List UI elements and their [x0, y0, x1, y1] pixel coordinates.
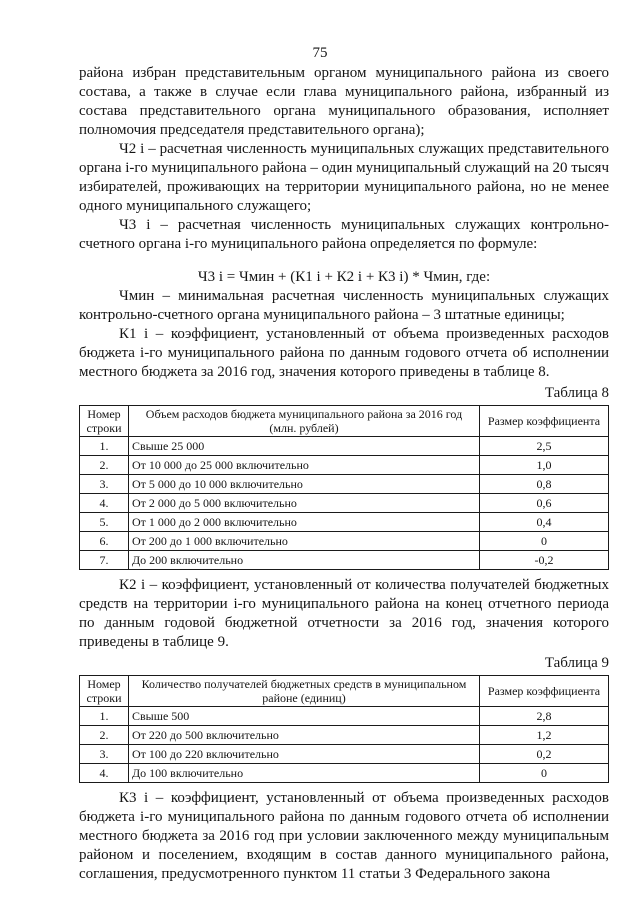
table-header-cell: Номер строки [80, 676, 129, 707]
row-range: От 100 до 220 включительно [129, 745, 480, 764]
row-number: 3. [80, 475, 129, 494]
row-coefficient: 0,8 [480, 475, 609, 494]
row-number: 7. [80, 551, 129, 570]
row-coefficient: 0,2 [480, 745, 609, 764]
paragraph-ch3: Ч3 i – расчетная численность муниципальных служащих контрольно-счетного органа i-го муниципального района определяется по формуле: [79, 217, 609, 252]
row-range: От 1 000 до 2 000 включительно [129, 513, 480, 532]
row-coefficient: 0 [480, 532, 609, 551]
table9 [79, 675, 609, 783]
row-coefficient: 0 [480, 764, 609, 783]
row-coefficient: 0,4 [480, 513, 609, 532]
table-header-cell: Объем расходов бюджета муниципального района за 2016 год (млн. рублей) [129, 406, 480, 437]
row-number: 4. [80, 494, 129, 513]
row-number: 2. [80, 456, 129, 475]
row-number: 1. [80, 437, 129, 456]
table-row [80, 707, 609, 726]
row-range: От 220 до 500 включительно [129, 726, 480, 745]
row-range: До 200 включительно [129, 551, 480, 570]
table-row [80, 494, 609, 513]
table-row [80, 437, 609, 456]
row-range: Свыше 25 000 [129, 437, 480, 456]
table-header-cell: Размер коэффициента [480, 676, 609, 707]
row-coefficient: 2,8 [480, 707, 609, 726]
row-range: От 5 000 до 10 000 включительно [129, 475, 480, 494]
paragraph-k1: К1 i – коэффициент, установленный от объема произведенных расходов бюджета i-го муниципального района по данным годового отчета об исполнении местного бюджета за 2016 год, значения которого приведены в таблице 8. [79, 326, 609, 380]
table-row [80, 745, 609, 764]
table-row [80, 456, 609, 475]
row-coefficient: -0,2 [480, 551, 609, 570]
body-text [79, 64, 609, 884]
row-range: Свыше 500 [129, 707, 480, 726]
row-number: 5. [80, 513, 129, 532]
row-number: 2. [80, 726, 129, 745]
table-header-cell: Номер строки [80, 406, 129, 437]
table-header-cell: Размер коэффициента [480, 406, 609, 437]
row-range: От 2 000 до 5 000 включительно [129, 494, 480, 513]
table-row [80, 532, 609, 551]
paragraph-chmin: Чмин – минимальная расчетная численность муниципальных служащих контрольно-счетного органа муниципального района – 3 штатные единицы; [79, 288, 609, 323]
row-coefficient: 0,6 [480, 494, 609, 513]
paragraph-k2: К2 i – коэффициент, установленный от количества получателей бюджетных средств на территории i-го муниципального района на конец отчетного периода по данным годовой бюджетной отчетности за 2016 год, значения которого приведены в таблице 9. [79, 577, 609, 650]
row-range: До 100 включительно [129, 764, 480, 783]
row-number: 6. [80, 532, 129, 551]
table-row [80, 551, 609, 570]
row-range: От 200 до 1 000 включительно [129, 532, 480, 551]
paragraph-ch2: Ч2 i – расчетная численность муниципальных служащих представительного органа i-го муниципального района – один муниципальный служащий на 20 тысяч избирателей, проживающих на территории муниципального района, но не менее одного муниципального служащего; [79, 141, 609, 214]
table-header-cell: Количество получателей бюджетных средств в муниципальном районе (единиц) [129, 676, 480, 707]
paragraph-continuation: района избран представительным органом муниципального района из своего состава, а также в случае если глава муниципального района, избранный из состава представительного органа муниципального образования, исполняет полномочия председателя представительного органа); [79, 65, 609, 138]
row-number: 4. [80, 764, 129, 783]
table-row [80, 726, 609, 745]
table-row [80, 475, 609, 494]
formula: Ч3 i = Чмин + (К1 i + К2 i + К3 i) * Чмин, где: [197, 269, 491, 285]
row-number: 3. [80, 745, 129, 764]
row-number: 1. [80, 707, 129, 726]
row-range: От 10 000 до 25 000 включительно [129, 456, 480, 475]
table9-caption: Таблица 9 [544, 655, 609, 671]
table8 [79, 405, 609, 570]
table8-caption: Таблица 8 [544, 385, 609, 401]
paragraph-k3: К3 i – коэффициент, установленный от объема произведенных расходов бюджета i-го муниципального района по данным годового отчета об исполнении местного бюджета за 2016 год при условии заключенного между муниципальным районом и поселением, входящим в состав данного муниципального района, соглашения, предусмотренного пунктом 11 статьи 3 Федерального закона [79, 790, 609, 882]
table-row [80, 513, 609, 532]
row-coefficient: 2,5 [480, 437, 609, 456]
row-coefficient: 1,0 [480, 456, 609, 475]
table-row [80, 764, 609, 783]
row-coefficient: 1,2 [480, 726, 609, 745]
page-number: 75 [312, 45, 328, 61]
